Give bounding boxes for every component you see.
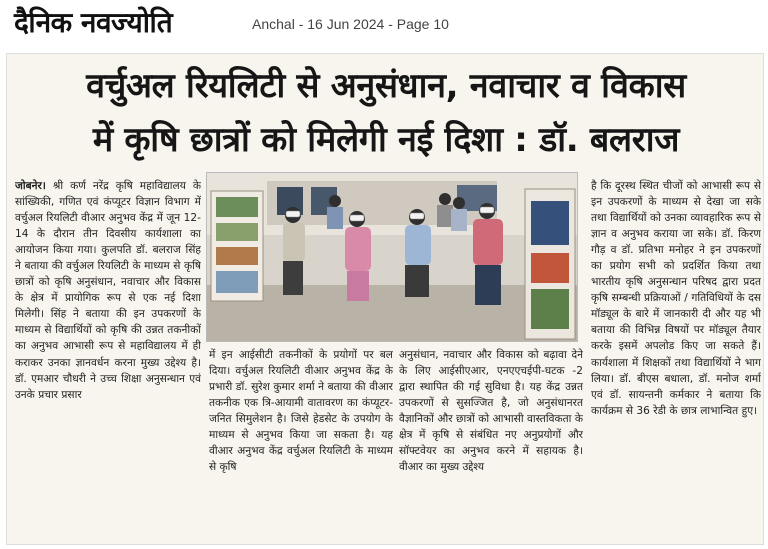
- headline-line-2: में कृषि छात्रों को मिलेगी नई दिशा : डॉ. बलराज: [92, 120, 680, 160]
- edition-info: Anchal - 16 Jun 2024 - Page 10: [252, 16, 449, 32]
- vr-workshop-photo: [207, 173, 578, 342]
- article-column-1: [15, 178, 201, 544]
- article-dateline: जोबनेर।: [15, 180, 46, 192]
- header-bar: [0, 0, 768, 50]
- headline-line-1: वर्चुअल रियलिटी से अनुसंधान, नवाचार व विकास: [86, 66, 686, 106]
- article-column-4: है कि दूरस्थ स्थित चीजों को आभासी रूप से इन उपकरणों के माध्यम से देखा जा सके तथा विद्यार्थियों को उनका व्यावहारिक रूप से ज्ञान व अनुभव कराया जा सके। डॉ. किरण गौड़ व डॉ. प्रतिभा मनोहर ने इन उपकरणों का प्रयोग सभी को प्रदर्शित किया तथा भारतीय कृषि अनुसन्धान परिषद द्वारा प्रदत कृषि सम्बन्धी प्रक्रियाओं / गतिविधियों के दस मॉड्यूल के बारे में जानकारी दी और यह भी बताया की विभिन्न विषयों पर मॉड्यूल तैयार करके इसमें अपलोड किए जा सकते हैं। कार्यशाला में शिक्षकों तथा विद्यार्थियों ने भाग लिया। डॉ. बीएस बधाला, डॉ. मनोज शर्मा एवं डॉ. सायन्तनी कर्मकार ने बताया कि कार्यक्रम से 36 रेडी के छात्र लाभान्वित हुए।: [591, 180, 761, 417]
- newspaper-masthead: दैनिक नवज्योति: [14, 6, 173, 39]
- article-column-3: अनुसंधान, नवाचार और विकास को बढ़ावा देने के लिए आईसीएआर, एनएएचईपी-घटक -2 द्वारा स्थापित की गई सुविधा है। यह केंद्र उन्नत उपकरणों से सुसज्जित है, जो अनुसंधानरत वैज्ञानिकों और छात्रों को आभासी वास्तविकता के क्षेत्र में कृषि से संबंधित नए अनुप्रयोगों और सॉफ्टवेयर का अनुभव करने में सहायक है। वीआर का मुख्य उद्देश्य: [399, 349, 583, 474]
- article-column-1-text: श्री कर्ण नरेंद्र कृषि महाविद्यालय के सांख्यिकी, गणित एवं कंप्यूटर विज्ञान विभाग में वर्चुअल रियलिटी वीआर अनुभव केंद्र में जून 12- 14 के दौरान तीन दिवसीय कार्यशाला का आयोजन किया गया। कुलपति डॉ. बलराज सिंह ने बताया की वर्चुअल रियलिटी के माध्यम से कृषि छात्रों को कृषि अनुसंधान, नवाचार और विकास के क्षेत्र में प्रायोगिक रूप से एक नई दिशा मिलेगी। सिंह ने बताया की इन उपकरणों के माध्यम से विद्यार्थियों को कृषि की उन्नत तकनीकों का अनुभव आभासी रूप से महाविद्यालय में ही कराकर उनका ज्ञानवर्धन करना मुख्य उद्देश्य है। डॉ. एमआर चौधरी ने उच्च शिक्षा अनुसन्धान एवं उनके प्रचार प्रसार: [15, 180, 201, 401]
- article-column-2: में इन आईसीटी तकनीकों के प्रयोगों पर बल दिया। वर्चुअल रियलिटी वीआर अनुभव केंद्र के प्रभारी डॉ. सुरेश कुमार शर्मा ने बताया की वीआर तकनीक एक त्रि-आयामी वातावरण का कंप्यूटर-जनित सिमुलेशन है। जिसे हेडसेट के उपयोग के माध्यम से अनुभव किया जा सकता है। यह वीआर अनुभव केंद्र वर्चुअल रियलिटी के माध्यम से कृषि: [209, 349, 393, 474]
- news-clipping: [6, 53, 764, 545]
- article-photo: [206, 172, 578, 342]
